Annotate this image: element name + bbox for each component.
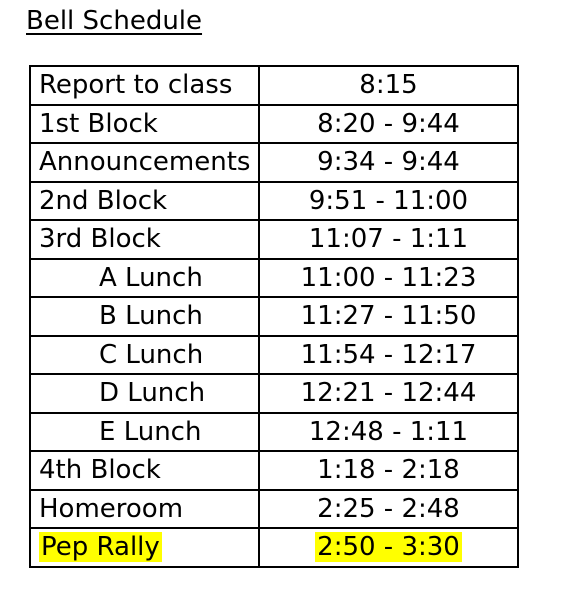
period-time xyxy=(259,528,518,567)
period-label-text: 3rd Block xyxy=(39,224,161,255)
period-label-text: Announcements xyxy=(39,147,251,178)
bell-schedule-table xyxy=(29,65,519,568)
period-time xyxy=(259,451,518,490)
table-row xyxy=(30,528,518,567)
period-label xyxy=(30,528,259,567)
period-time-text: 11:27 - 11:50 xyxy=(300,301,477,332)
period-time xyxy=(259,413,518,452)
period-label-text: Report to class xyxy=(39,70,233,101)
period-label-text: Homeroom xyxy=(39,493,184,524)
period-time xyxy=(259,374,518,413)
table-row xyxy=(30,490,518,529)
period-time-text: 2:50 - 3:30 xyxy=(317,532,460,563)
period-label xyxy=(30,66,259,105)
period-time-text: 1:18 - 2:18 xyxy=(317,455,460,486)
period-time xyxy=(259,220,518,259)
period-label-text: Pep Rally xyxy=(41,532,160,563)
period-label xyxy=(30,413,259,452)
period-label-text: A Lunch xyxy=(99,262,203,293)
table-row xyxy=(30,220,518,259)
table-row xyxy=(30,182,518,221)
period-time-text: 8:20 - 9:44 xyxy=(317,108,460,139)
period-label xyxy=(30,374,259,413)
period-label xyxy=(30,297,259,336)
period-time-text: 11:54 - 12:17 xyxy=(300,339,477,370)
period-time-text: 9:51 - 11:00 xyxy=(308,185,469,216)
period-time xyxy=(259,105,518,144)
table-row xyxy=(30,105,518,144)
period-label-text: 1st Block xyxy=(39,108,158,139)
period-time xyxy=(259,66,518,105)
period-time-text: 11:00 - 11:23 xyxy=(300,262,477,293)
period-time-text: 11:07 - 1:11 xyxy=(308,224,469,255)
period-time-text: 9:34 - 9:44 xyxy=(317,147,460,178)
table-row xyxy=(30,297,518,336)
period-time xyxy=(259,259,518,298)
period-label xyxy=(30,336,259,375)
period-label xyxy=(30,182,259,221)
table-row xyxy=(30,66,518,105)
table-row xyxy=(30,143,518,182)
period-time xyxy=(259,182,518,221)
period-label xyxy=(30,490,259,529)
document-title: Bell Schedule xyxy=(26,6,203,36)
period-label-text: C Lunch xyxy=(99,339,204,370)
table-row xyxy=(30,413,518,452)
period-time-text: 2:25 - 2:48 xyxy=(317,493,460,524)
schedule-rows xyxy=(30,66,518,567)
period-label xyxy=(30,143,259,182)
period-label xyxy=(30,451,259,490)
period-time-text: 8:15 xyxy=(359,70,418,101)
period-label xyxy=(30,220,259,259)
period-time xyxy=(259,297,518,336)
table-row xyxy=(30,374,518,413)
table-row xyxy=(30,336,518,375)
period-label-text: 2nd Block xyxy=(39,185,168,216)
period-label xyxy=(30,259,259,298)
period-label-text: E Lunch xyxy=(99,416,202,447)
table-row xyxy=(30,451,518,490)
period-time xyxy=(259,143,518,182)
period-time xyxy=(259,336,518,375)
table-row xyxy=(30,259,518,298)
period-label-text: 4th Block xyxy=(39,455,161,486)
period-label-text: B Lunch xyxy=(99,301,203,332)
period-time-text: 12:21 - 12:44 xyxy=(300,378,477,409)
period-time-text: 12:48 - 1:11 xyxy=(308,416,469,447)
period-label-text: D Lunch xyxy=(99,378,206,409)
period-time xyxy=(259,490,518,529)
period-label xyxy=(30,105,259,144)
